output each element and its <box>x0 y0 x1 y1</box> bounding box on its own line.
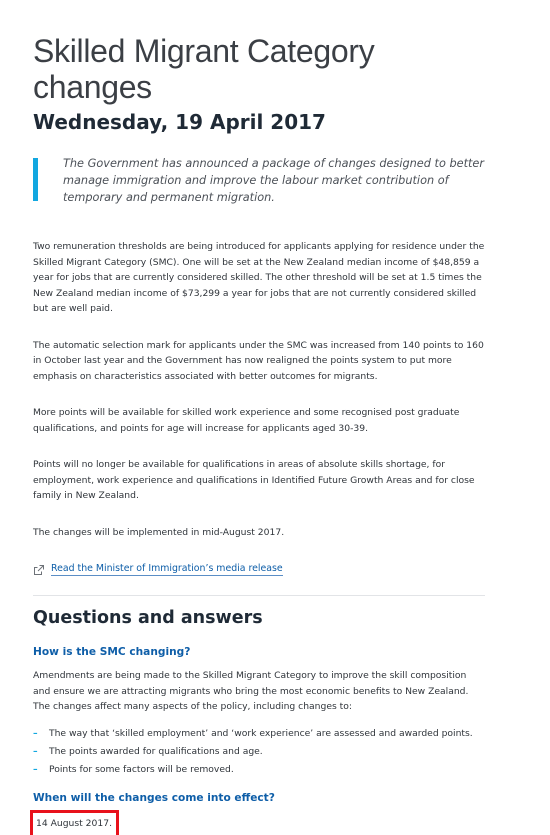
list-item-text: The points awarded for qualifications and age. <box>49 745 263 757</box>
answer-smc-changing: Amendments are being made to the Skilled Migrant Category to improve the skill composition and ensure we are attracting migrants who bring the most economic benefits to New Zealand. The changes affect many aspects of the policy, including changes to: <box>33 670 469 712</box>
list-item <box>33 743 485 761</box>
changes-list <box>33 725 485 779</box>
list-item-text: The way that ‘skilled employment’ and ‘work experience’ are assessed and awarded points. <box>49 727 473 739</box>
paragraph-thresholds: Two remuneration thresholds are being introduced for applicants applying for residence under the Skilled Migrant Category (SMC). One will be set at the New Zealand median income of $48,859 a year for jobs that are currently considered skilled. The other threshold will be set at 1.5 times the New Zealand median income of $73,299 a year for jobs that are not currently considered skilled but are well paid. <box>33 241 485 314</box>
answer-effective-date: 14 August 2017. <box>36 817 112 829</box>
media-release-link[interactable]: Read the Minister of Immigration’s media release <box>51 563 283 574</box>
list-item <box>33 725 485 743</box>
article <box>33 33 485 835</box>
lead-text: The Government has announced a package of changes designed to better manage immigration and improve the labour market contribution of temporary and permanent migration. <box>63 157 485 204</box>
dash-bullet-icon: – <box>33 763 38 775</box>
publish-date: Wednesday, 19 April 2017 <box>33 110 326 134</box>
lead-quote <box>33 155 485 206</box>
external-link-icon <box>33 564 45 576</box>
media-release-link-row <box>33 563 485 576</box>
dash-bullet-icon: – <box>33 745 38 757</box>
paragraph-more-points: More points will be available for skilled work experience and some recognised post graduate qualifications, and points for age will increase for applicants aged 30-39. <box>33 407 460 434</box>
question-effective-date: When will the changes come into effect? <box>33 791 275 804</box>
list-item-text: Points for some factors will be removed. <box>49 763 234 775</box>
section-divider <box>33 595 485 596</box>
page-title: Skilled Migrant Category changes <box>33 33 375 105</box>
paragraph-no-longer-available: Points will no longer be available for qualifications in areas of absolute skills shortage, for employment, work experience and qualifications in Identified Future Growth Areas and for close family in New Zealand. <box>33 459 475 501</box>
question-smc-changing: How is the SMC changing? <box>33 646 191 658</box>
quote-accent-bar <box>33 158 38 201</box>
dash-bullet-icon: – <box>33 727 38 739</box>
qa-heading: Questions and answers <box>33 608 263 628</box>
paragraph-implementation: The changes will be implemented in mid-August 2017. <box>33 526 285 538</box>
paragraph-selection-mark: The automatic selection mark for applicants under the SMC was increased from 140 points to 160 in October last year and the Government has now realigned the points system to put more emphasis on characteristics associated with better outcomes for migrants. <box>33 339 484 382</box>
highlighted-answer-box <box>33 813 116 835</box>
list-item <box>33 761 485 779</box>
